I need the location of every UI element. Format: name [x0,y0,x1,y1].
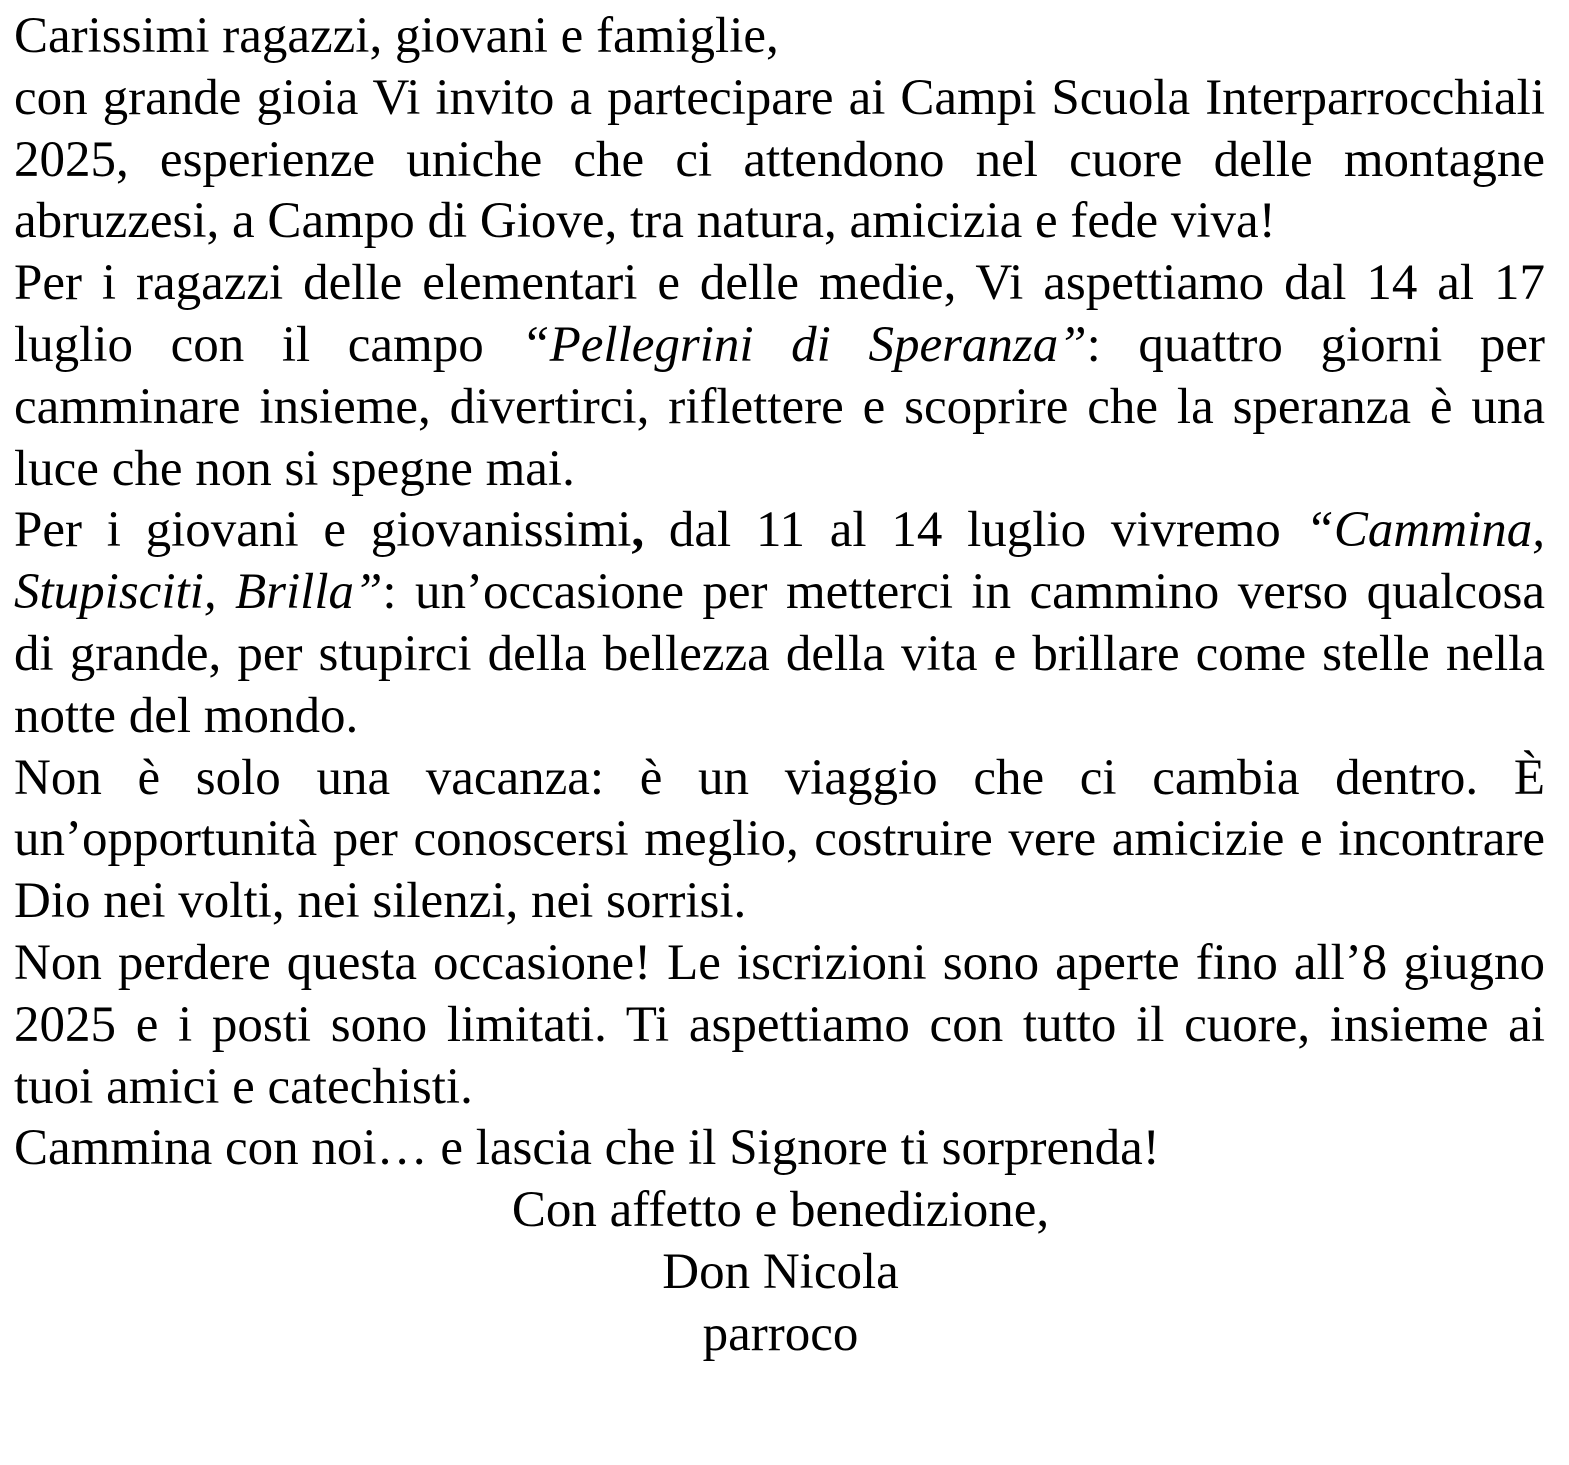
paragraph-viaggio: Non è solo una vacanza: è un viaggio che ci cambia dentro. È un’opportunità per conoscersi meglio, costruire vere amicizie e incontrare Dio nei volti, nei silenzi, nei sorrisi. [14,749,1545,930]
paragraph-giovani-text-after: : un’occasione per metterci in cammino verso qualcosa di grande, per stupirci della bellezza della vita e brillare come stelle nella notte del mondo. [14,564,1546,744]
paragraph-iscrizioni: Non perdere questa occasione! Le iscrizioni sono aperte fino all’8 giugno 2025 e i posti sono limitati. Ti aspettiamo con tutto il cuore, insieme ai tuoi amici e catechisti. [14,934,1545,1115]
paragraph-cammina-con-noi: Cammina con noi… e lascia che il Signore ti sorprenda! [14,1120,1160,1177]
camp-title-pellegrini: “Pellegrini di Speranza” [521,316,1087,373]
closing-salutation: Con affetto e benedizione, [511,1182,1050,1239]
paragraph-giovani-text-middle: dal 11 al 14 luglio vivremo [644,502,1306,559]
signature-name: Don Nicola [662,1243,899,1300]
paragraph-giovani-text-before: Per i giovani e giovanissimi [14,502,632,559]
paragraph-giovani-comma: , [631,502,645,559]
camp-title-cammina: “Cammina, Stupisciti, Brilla” [14,502,1545,621]
paragraph-invitation: con grande gioia Vi invito a partecipare ai Campi Scuola Interparrocchiali 2025, esperienze uniche che ci attendono nel cuore delle montagne abruzzesi, a Campo di Giove, tra natura, amicizia e fede viva! [14,69,1545,250]
paragraph-elementari-text-before: Per i ragazzi delle elementari e delle medie, Vi aspettiamo dal 14 al 17 luglio con il campo [14,255,1545,373]
signature-role: parroco [702,1305,859,1362]
paragraph-elementari-text-after: : quattro giorni per camminare insieme, divertirci, riflettere e scoprire che la speranza è una luce che non si spegne mai. [14,316,1545,497]
letter-greeting: Carissimi ragazzi, giovani e famiglie, [14,8,779,64]
paragraph-elementari-medie [14,253,1545,500]
paragraph-giovani [14,500,1545,747]
